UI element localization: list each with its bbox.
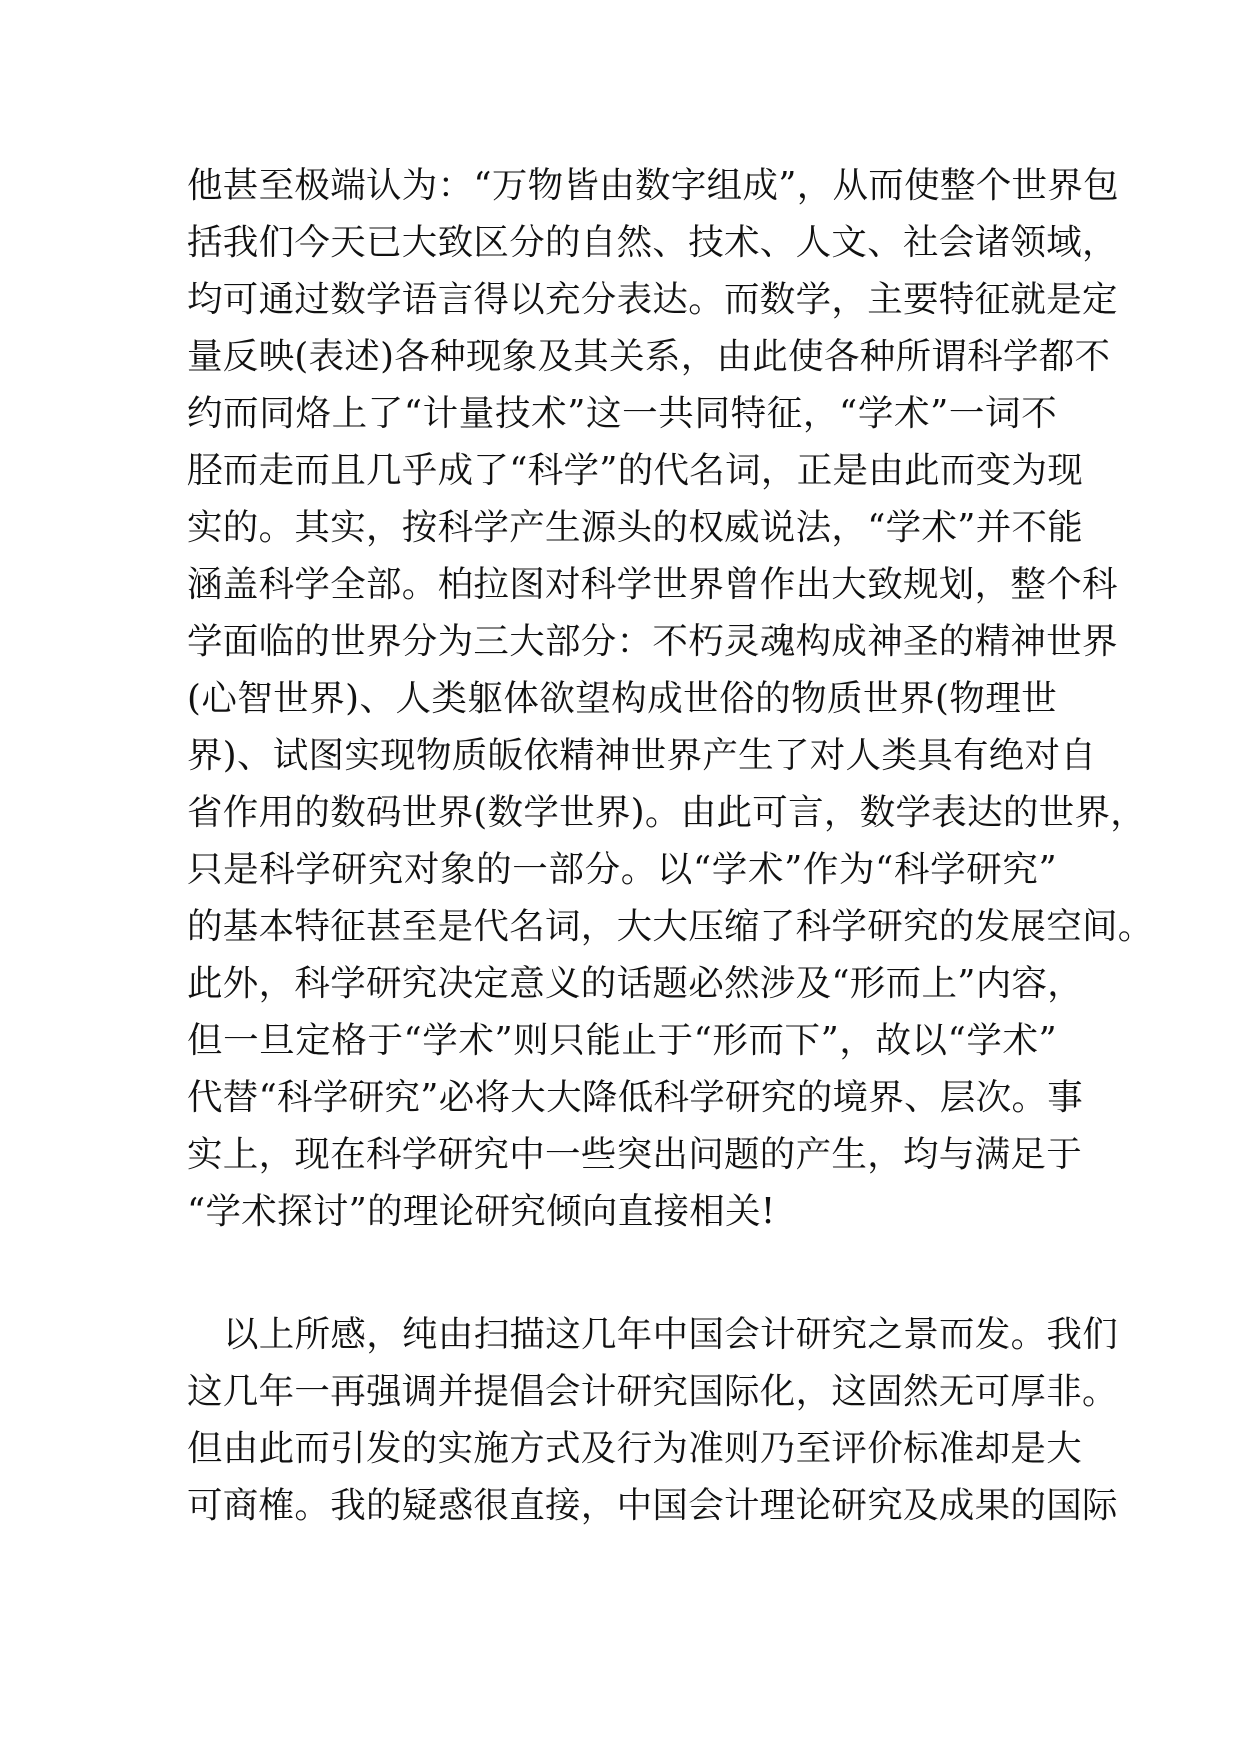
text-line: 以上所感，纯由扫描这几年中国会计研究之景而发。我们	[223, 1314, 1119, 1355]
text-line: 的基本特征甚至是代名词，大大压缩了科学研究的发展空间。	[187, 906, 1154, 947]
text-line: 约而同烙上了“计量技术”这一共同特征，“学术”一词不	[187, 393, 1057, 434]
text-line: 但由此而引发的实施方式及行为准则乃至评价标准却是大	[187, 1428, 1083, 1469]
text-line: “学术探讨”的理论研究倾向直接相关!	[187, 1191, 776, 1232]
text-line: 省作用的数码世界(数学世界)。由此可言，数学表达的世界，	[187, 792, 1147, 833]
text-line: 量反映(表述)各种现象及其关系，由此使各种所谓科学都不	[187, 336, 1111, 377]
text-line: 这几年一再强调并提倡会计研究国际化，这固然无可厚非。	[187, 1371, 1118, 1412]
text-line: 学面临的世界分为三大部分：不朽灵魂构成神圣的精神世界	[187, 621, 1118, 662]
text-line: 只是科学研究对象的一部分。以“学术”作为“科学研究”	[187, 849, 1057, 890]
paragraph-1	[187, 157, 1154, 1240]
text-line: 均可通过数学语言得以充分表达。而数学，主要特征就是定	[187, 279, 1118, 320]
text-line: 他甚至极端认为：“万物皆由数字组成”，从而使整个世界包	[187, 165, 1119, 206]
text-line: 代替“科学研究”必将大大降低科学研究的境界、层次。事	[187, 1077, 1084, 1118]
text-line: 实上，现在科学研究中一些突出问题的产生，均与满足于	[187, 1134, 1083, 1175]
text-line: 胫而走而且几乎成了“科学”的代名词，正是由此而变为现	[187, 450, 1084, 491]
text-line: 但一旦定格于“学术”则只能止于“形而下”，故以“学术”	[187, 1020, 1057, 1061]
text-line: 界)、试图实现物质皈依精神世界产生了对人类具有绝对自	[187, 735, 1097, 776]
text-line: 可商榷。我的疑惑很直接，中国会计理论研究及成果的国际	[187, 1485, 1118, 1526]
text-line: 此外，科学研究决定意义的话题必然涉及“形而上”内容，	[187, 963, 1084, 1004]
text-line: 实的。其实，按科学产生源头的权威说法，“学术”并不能	[187, 507, 1084, 548]
text-line: 涵盖科学全部。柏拉图对科学世界曾作出大致规划，整个科	[187, 564, 1118, 605]
text-line: 括我们今天已大致区分的自然、技术、人文、社会诸领域，	[187, 222, 1118, 263]
paragraph-2	[187, 1306, 1119, 1534]
text-line: (心智世界)、人类躯体欲望构成世俗的物质世界(物理世	[187, 678, 1057, 719]
